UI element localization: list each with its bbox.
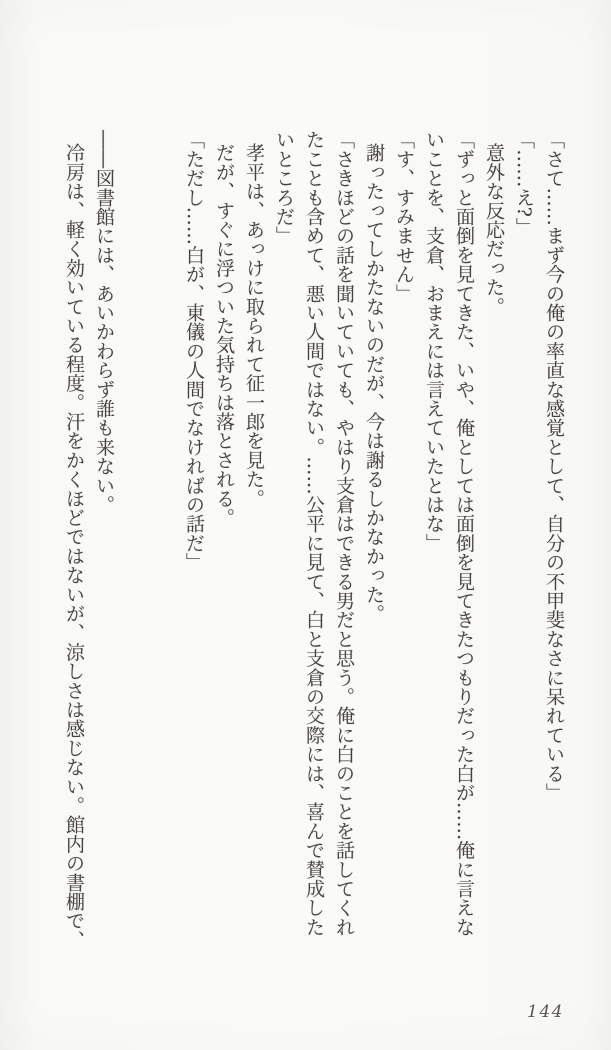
paragraph: 「さて……まず今の俺の率直な感覚として、自分の不甲斐なさに呆れている」	[543, 130, 565, 802]
paragraph: 冷房は、軽く効いている程度。汗をかくほどではないが、涼しさは感じない。館内の書棚で、	[63, 143, 85, 950]
paragraph: 意外な反応だった。	[483, 143, 505, 317]
paragraph: 謝ったってしかたないのだが、今は謝るしかなかった。	[363, 143, 385, 624]
paragraph: 「さきほどの話を聞いていても、やはり支倉はできる男だと思う。俺に白のことを話してくれたことも含めて、悪い人間ではない。……公平に見て、白と支倉の交際には、喜んで賛成したいところだ」	[273, 130, 355, 937]
paragraph: ――図書館には、あいかわらず誰も来ない。	[93, 130, 115, 514]
page-number: 144	[527, 1002, 564, 1022]
paragraph: 孝平は、あっけに取られて征一郎を見た。	[243, 143, 265, 509]
paragraph: 「す、すみません」	[393, 130, 415, 303]
paragraph: だが、すぐに浮ついた気持ちは落とされる。	[213, 143, 235, 528]
paragraph: 「ずっと面倒を見てきた、いや、俺としては面倒を見てきたつもりだった白が……俺に言えないことを、支倉、おまえには言えていたとはな」	[423, 130, 475, 937]
paragraph: 「ただし……白が、東儀の人間でなければの話だ」	[183, 130, 205, 572]
paragraph: 「……え?」	[513, 130, 535, 237]
text-block	[59, 130, 569, 952]
